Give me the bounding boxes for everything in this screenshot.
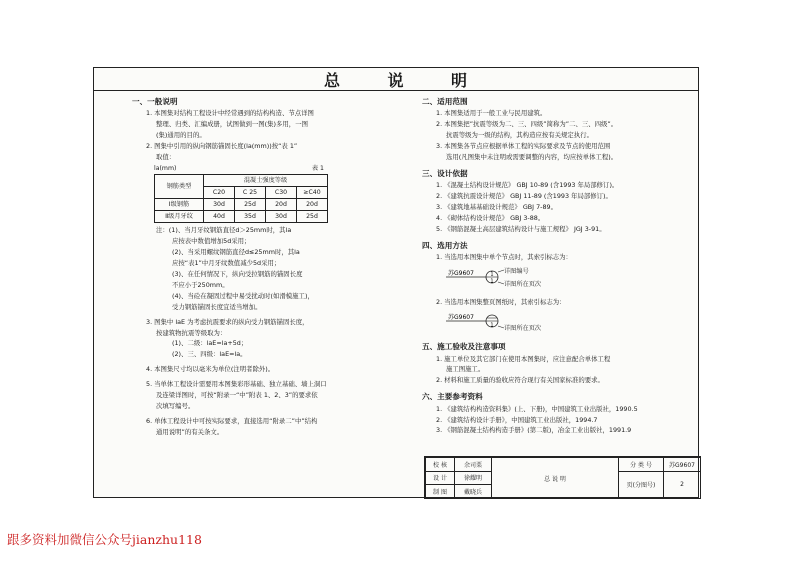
table-row: [155, 199, 328, 211]
paragraph: (集)通用的目的。: [156, 131, 206, 140]
paragraph: 选用(凡图集中未注明或需要调整的内容，均应按单体工程)。: [446, 153, 618, 162]
reference-item: 2. 《建筑结构设计手册》，中国建筑工业出版社，1994.7: [436, 415, 598, 424]
index-page: 1: [490, 322, 494, 329]
section-heading: 六、主要参考资料: [422, 392, 483, 402]
paragraph: 3. 本图集各节点应根据单体工程的实际要求及节点的使用范围: [436, 142, 611, 151]
table-caption: [154, 164, 324, 173]
value-cell: 20d: [266, 199, 297, 211]
check-label: 校 核: [426, 458, 455, 472]
section-heading: 三、设计依据: [422, 168, 468, 178]
note: (3)、在任何情况下，纵向受拉钢筋的锚固长度: [172, 269, 303, 278]
paragraph: 2. 本图集把”抗震等级为二、三、四级”简称为”二、三、四级”。: [436, 120, 618, 129]
symbol-label: 详图所在页次: [504, 325, 542, 333]
paragraph: 3. 图集中 laE 为考虑抗震要求的纵向受力钢筋锚固长度，: [146, 317, 309, 326]
value-cell: 35d: [235, 211, 266, 223]
paragraph: 及连梁详图时，可按“附录一“中”附表 1、2、3”的要求依: [156, 391, 318, 400]
rebar-type-cell: Ⅰ级钢筋: [155, 199, 204, 211]
watermark-text: 跟多资料加微信公众号jianzhu118: [7, 532, 202, 547]
index-page: 1: [490, 278, 494, 285]
draw-label: 制 图: [426, 485, 455, 499]
paragraph: 1. 本图集适用于一般工业与民用建筑。: [436, 109, 547, 118]
reference-item: 4. 《砌体结构设计规范》 GBJ 3-88。: [436, 214, 545, 223]
paragraph: 通用说明”的有关条文。: [156, 427, 224, 436]
title-block: [424, 456, 701, 499]
grade-cell: ≥C40: [297, 187, 328, 199]
value-cell: 25d: [297, 211, 328, 223]
note: (2)、当采用螺纹钢筋直径d≤25mm时，其la: [172, 248, 300, 257]
title-char: 总: [324, 70, 343, 90]
page-value: 2: [664, 471, 701, 498]
section-heading: 二、适用范围: [422, 97, 468, 106]
paragraph: (2)、三、四级：laE=la。: [172, 350, 247, 359]
grade-cell: C20: [204, 187, 235, 199]
title-divider: [94, 90, 698, 91]
paragraph: 2. 图集中引用的纵向钢筋锚固长度(la(mm))按“表 1”: [146, 142, 298, 151]
drawing-sheet: [93, 67, 699, 498]
paragraph: 1. 当选用本图集中单个节点时，其索引标志为：: [436, 253, 572, 262]
anchorage-length-table: [154, 174, 328, 223]
index-symbol-drawing: [446, 266, 506, 292]
value-cell: 25d: [235, 199, 266, 211]
value-cell: 20d: [297, 199, 328, 211]
note: 受力钢筋锚固长度宜适当增加。: [172, 302, 262, 311]
grade-cell: C30: [266, 187, 297, 199]
rebar-type-cell: Ⅱ级月牙纹: [155, 211, 204, 223]
table-label: 表 1: [311, 164, 324, 172]
design-name: 徐耀明: [455, 471, 492, 485]
table-unit: la(mm): [154, 164, 177, 172]
paragraph: 次填写编号。: [156, 401, 195, 410]
note: 不应小于250mm。: [172, 280, 229, 289]
grade-cell: C 25: [235, 187, 266, 199]
paragraph: 4. 本图集尺寸均以毫米为单位(注明者除外)。: [146, 365, 275, 374]
atlas-code: 苏G9607: [448, 269, 474, 277]
paragraph: 取值：: [156, 153, 176, 162]
paragraph: (1)、二级：laE=la+5d；: [172, 339, 248, 348]
value-cell: 30d: [204, 199, 235, 211]
note: 应按表中数值增加5d采用；: [172, 237, 251, 246]
paragraph: 施工图施工。: [446, 365, 485, 374]
left-column: [132, 96, 388, 439]
page-title: [324, 68, 469, 90]
index-symbol-single: [446, 266, 694, 292]
index-symbol-page: [446, 310, 694, 336]
section-heading: 一、一般说明: [132, 97, 178, 106]
reference-item: 5. 《钢筋混凝土高层建筑结构设计与施工规程》 JGJ 3-91。: [436, 224, 606, 233]
note: (4)、当砼在凝固过程中易受扰动时(如滑模施工)，: [172, 291, 314, 300]
value-cell: 40d: [204, 211, 235, 223]
value-cell: 30d: [266, 211, 297, 223]
right-column: [422, 96, 694, 437]
symbol-label: 详图所在页次: [504, 280, 542, 288]
paragraph: 5. 当单体工程设计需要用本图集彩形基础、独立基础、墙上洞口: [146, 380, 327, 389]
title-char: 说: [387, 70, 406, 90]
category-label: 分 类 号: [619, 458, 664, 472]
atlas-code: 苏G9607: [448, 314, 474, 322]
reference-item: 3. 《建筑地基基础设计规范》 GBJ 7-89。: [436, 203, 557, 212]
reference-item: 1. 《混凝土结构设计规范》 GBJ 10-89 (含1993 年局部修订)。: [436, 181, 619, 190]
paragraph: 2. 当选用本图集整页图纸时，其索引标志为：: [436, 297, 566, 306]
paragraph: 按建筑物抗震等级取为：: [156, 328, 227, 337]
title-block-table: [425, 457, 701, 499]
reference-item: 2. 《建筑抗震设计规范》 GBJ 11-89 (含1993 年局部修订)。: [436, 192, 612, 201]
section-heading: 四、选用方法: [422, 240, 468, 250]
paragraph: 抗震等级为一级的结构，其构造应按有关规定执行。: [446, 131, 593, 140]
index-number: 1: [490, 271, 494, 278]
category-value: 苏G9607: [664, 458, 701, 472]
table-header-concrete: 混凝土强度等级: [204, 175, 328, 187]
table-row: [155, 211, 328, 223]
paragraph: 整理、归类、汇编成册，试图做到一图(集)多用，一图: [156, 120, 308, 129]
table-header-rebar: 钢筋类型: [155, 175, 204, 199]
design-label: 设 计: [426, 471, 455, 485]
paragraph: 1. 施工单位及其它部门在使用本图集时，应注意配合单体工程: [436, 354, 611, 363]
sheet-title: 总 说 明: [492, 458, 619, 499]
title-char: 明: [450, 70, 469, 90]
section-heading: 五、施工验收及注意事项: [422, 342, 506, 352]
symbol-label: 详图编号: [504, 267, 529, 275]
check-name: 余司栗: [455, 458, 492, 472]
reference-item: 3. 《钢筋混凝土结构构造手册》(第二版)，冶金工业出版社，1991.9: [436, 426, 632, 435]
reference-item: 1. 《建筑结构构造资料集》(上、下册)，中国建筑工业出版社，1990.5: [436, 404, 638, 413]
note: 应按“表1”中月牙纹数值减少5d采用；: [172, 259, 281, 268]
draw-name: 戴晓兵: [455, 485, 492, 499]
page-label: 页(分图号): [619, 471, 664, 498]
note: 注：(1)、当月牙纹钢筋直径d＞25mm时，其la: [156, 226, 292, 235]
index-symbol-drawing: [446, 310, 506, 336]
paragraph: 6. 单体工程设计中可按实际要求，直接选用“附录二”中”结构: [146, 416, 318, 425]
paragraph: 1. 本图集对结构工程设计中经常遇到的结构构造、节点详图: [146, 109, 314, 118]
paragraph: 2. 材料和施工质量的验收应符合现行有关国家标准的要求。: [436, 376, 604, 385]
